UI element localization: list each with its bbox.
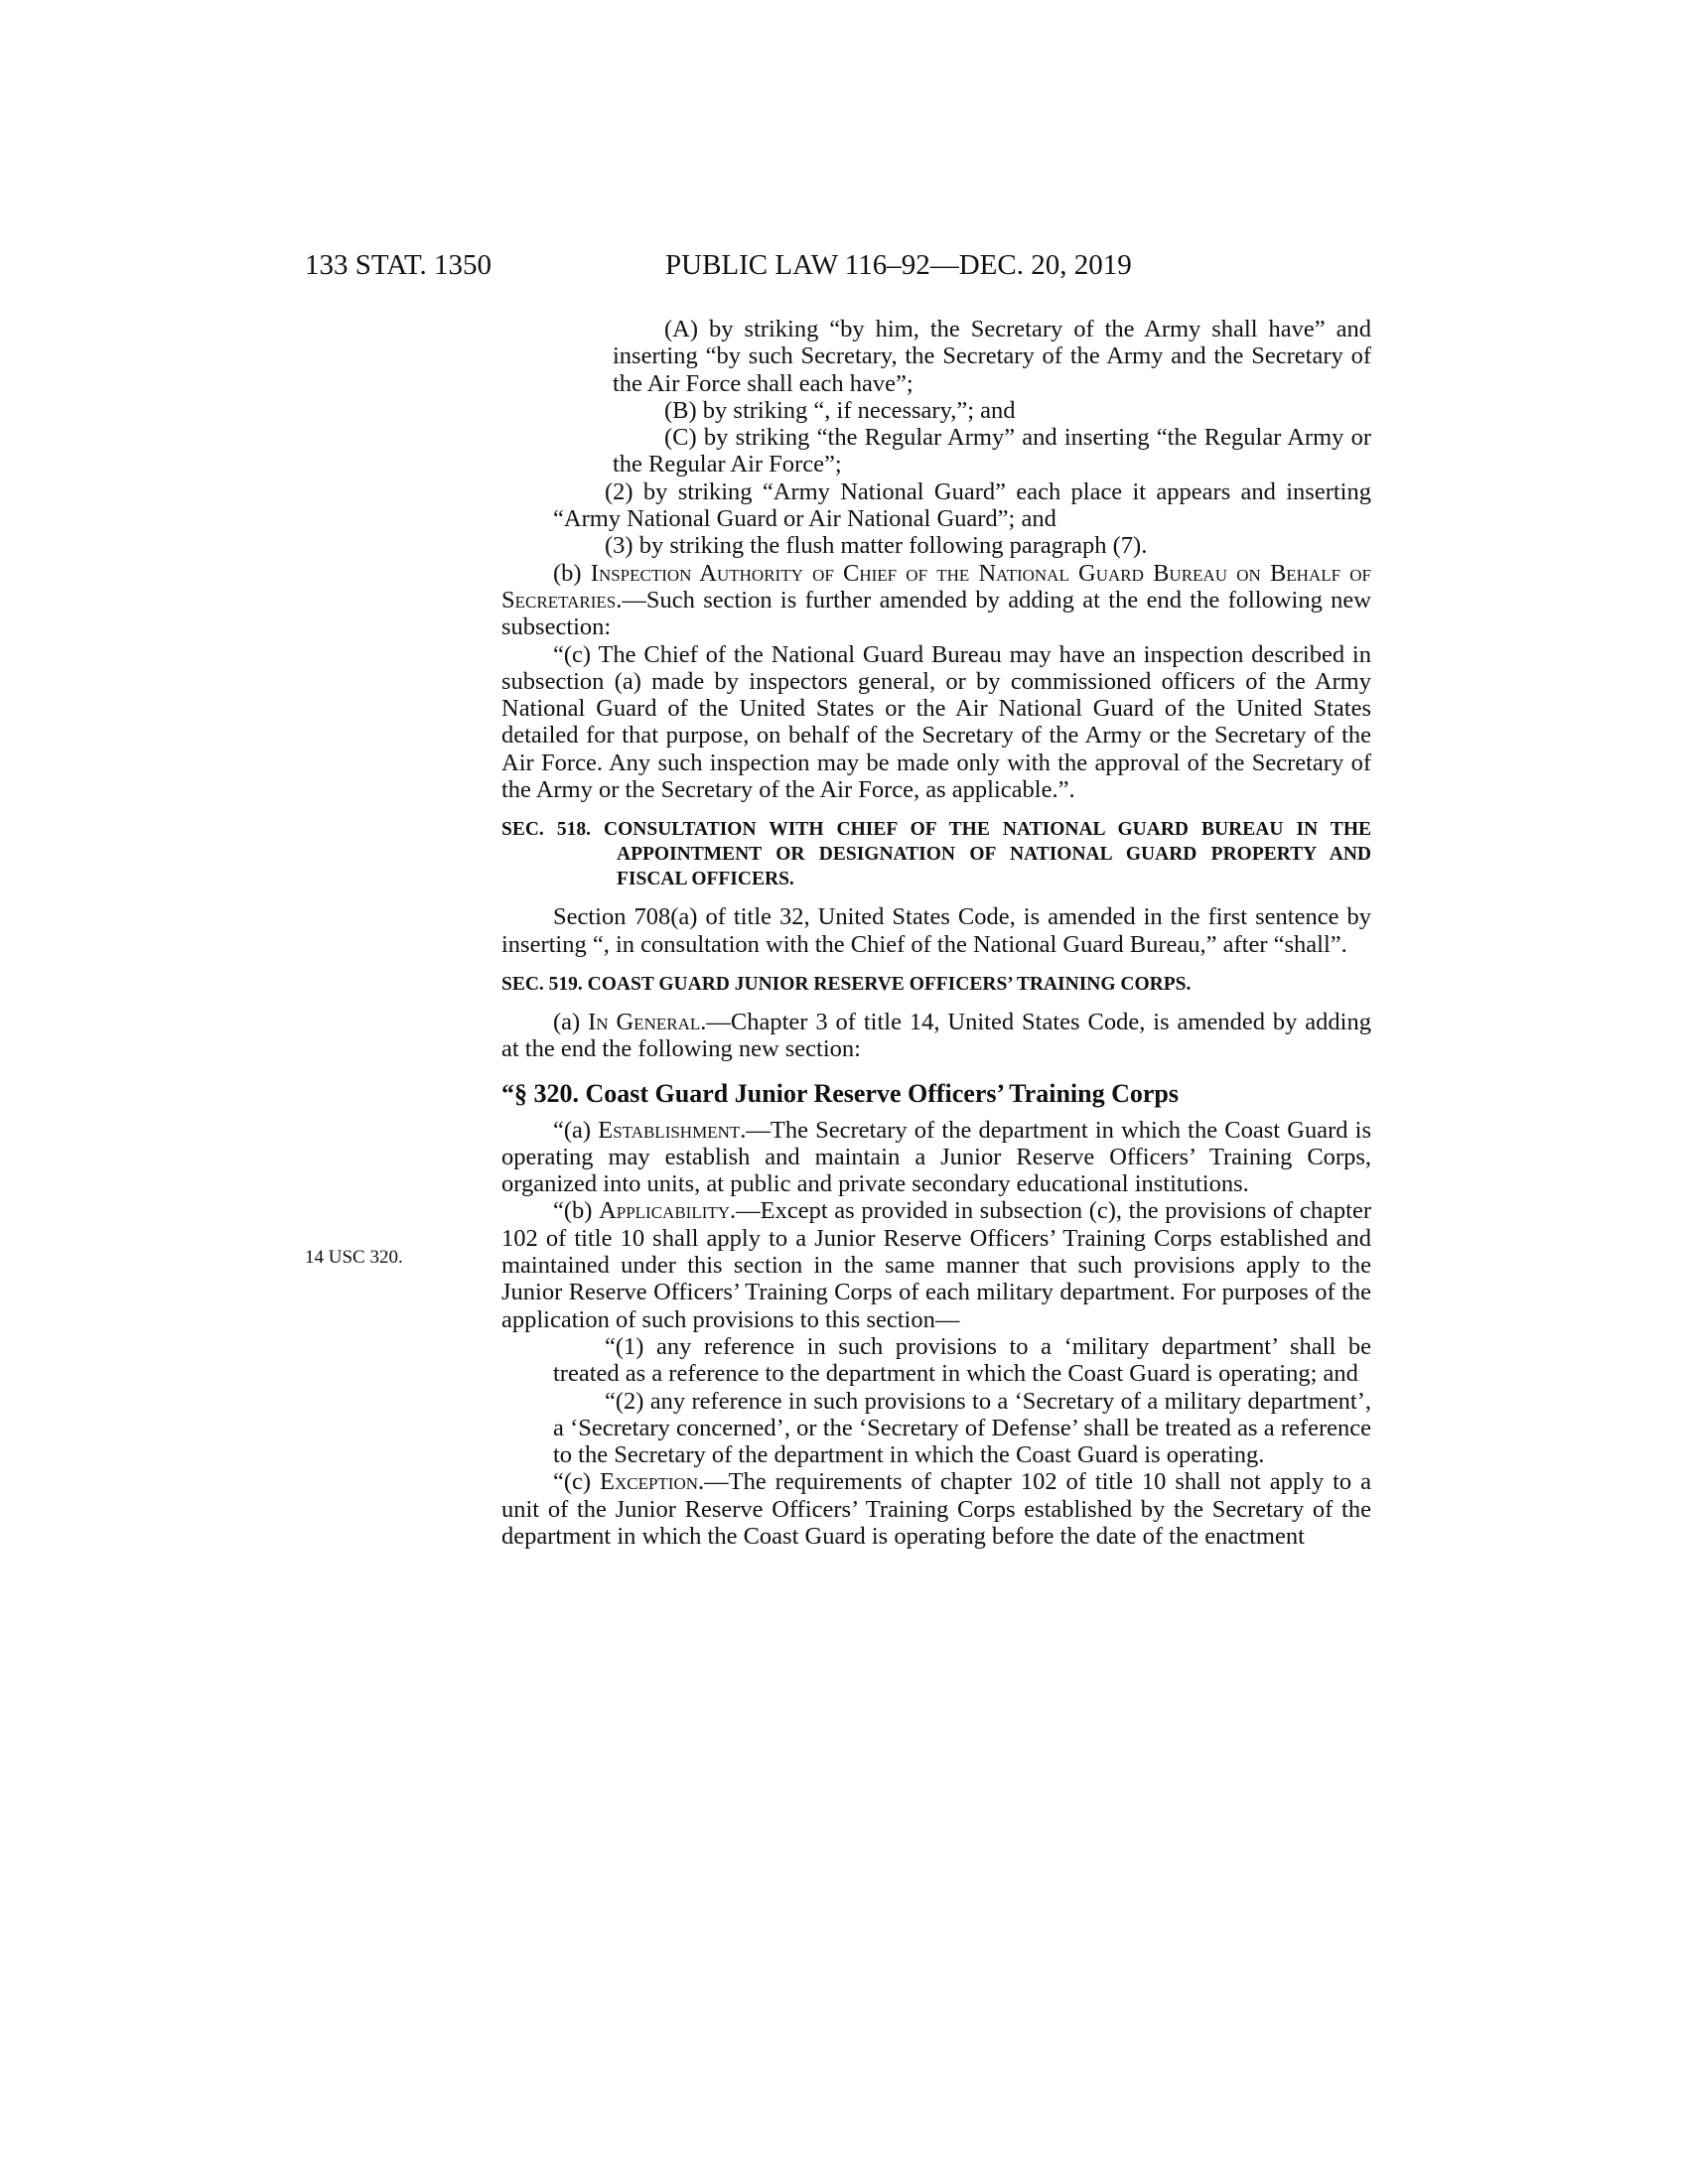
paragraph-3: (3) by striking the flush matter following paragraph (7). xyxy=(605,532,1148,560)
section-320-a-heading: Establishment xyxy=(598,1116,741,1144)
paragraph-2: (2) by striking “Army National Guard” each place it appears and inserting “Army National Guard or Air National Guard”; and xyxy=(553,478,1371,533)
section-519-heading: SEC. 519. COAST GUARD JUNIOR RESERVE OFFICERS’ TRAINING CORPS. xyxy=(501,973,1192,995)
section-320-b-heading: Applicability xyxy=(599,1197,731,1225)
section-519-a-heading: In General xyxy=(588,1008,701,1035)
section-320-c-text: .—The requirements of chapter 102 of title 10 shall not apply to a unit of the Junior Reserve Officers’ Training Corps established by the Secretary of the department in which the Coast Guard is operating before the date of the enactment xyxy=(501,1468,1371,1550)
section-518-heading: SEC. 518. CONSULTATION WITH CHIEF OF THE NATIONAL GUARD BUREAU IN THE APPOINTMENT OR DESIGNATION OF NATIONAL GUARD PROPERTY AND FISCAL OFFICERS. xyxy=(501,819,1371,890)
section-320-b-1: “(1) any reference in such provisions to a ‘military department’ shall be treated as a reference to the department in which the Coast Guard is operating; and xyxy=(553,1332,1371,1388)
section-320-b-text: .—Except as provided in subsection (c), the provisions of chapter 102 of title 10 shall apply to a Junior Reserve Officers’ Training Corps established and maintained under this section in the same manner that such provisions apply to the Junior Reserve Officers’ Training Corps of each military department. For purposes of the application of such provisions to this section— xyxy=(501,1197,1371,1333)
section-320-heading: “§ 320. Coast Guard Junior Reserve Officers’ Training Corps xyxy=(501,1078,1179,1108)
section-519-a-label: (a) xyxy=(553,1008,589,1035)
section-519-a-text: .—Chapter 3 of title 14, United States Code, is amended by adding at the end the following new section: xyxy=(501,1008,1371,1063)
paragraph-a-B: (B) by striking “, if necessary,”; and xyxy=(664,396,1016,424)
section-320-a-text: .—The Secretary of the department in which the Coast Guard is operating may establish and maintain a Junior Reserve Officers’ Training Corps, organized into units, at public and private secondary educational institutions. xyxy=(501,1116,1371,1198)
subsection-b-text: .—Such section is further amended by adding at the end the following new subsection: xyxy=(501,586,1371,641)
section-320-b-label: “(b) xyxy=(553,1197,600,1225)
section-320-c xyxy=(501,1468,1371,1550)
section-519-a xyxy=(501,1009,1371,1063)
section-320-c-label: “(c) xyxy=(553,1468,600,1496)
section-320-b-2: “(2) any reference in such provisions to a ‘Secretary of a military department’, a ‘Secretary concerned’, or the ‘Secretary of Defense’ shall be treated as a reference to the Secretary of the department in which the Coast Guard is operating. xyxy=(553,1387,1371,1469)
page-header xyxy=(0,249,1688,285)
law-title: PUBLIC LAW 116–92—DEC. 20, 2019 xyxy=(665,249,1132,281)
subsection-b-label: (b) xyxy=(553,559,591,587)
document-body xyxy=(501,316,1371,1550)
section-320-c-heading: Exception xyxy=(600,1468,699,1496)
paragraph-a-C: (C) by striking “the Regular Army” and inserting “the Regular Army or the Regular Air Force”; xyxy=(613,424,1371,478)
margin-note: 14 USC 320. xyxy=(305,1247,403,1268)
stat-page-number: 133 STAT. 1350 xyxy=(305,249,492,281)
section-320-a-label: “(a) xyxy=(553,1116,599,1144)
subsection-b xyxy=(501,560,1371,641)
section-518-text: Section 708(a) of title 32, United States Code, is amended in the first sentence by inserting “, in consultation with the Chief of the National Guard Bureau,” after “shall”. xyxy=(501,903,1371,958)
paragraph-a-A: (A) by striking “by him, the Secretary of the Army shall have” and inserting “by such Secretary, the Secretary of the Army and the Secretary of the Air Force shall each have”; xyxy=(613,316,1371,397)
section-320-a xyxy=(501,1117,1371,1198)
subsection-c-quoted: “(c) The Chief of the National Guard Bureau may have an inspection described in subsection (a) made by inspectors general, or by commissioned officers of the Army National Guard of the United States or the Air National Guard of the United States detailed for that purpose, on behalf of the Secretary of the Army or the Secretary of the Air Force. Any such inspection may be made only with the approval of the Secretary of the Army or the Secretary of the Air Force, as applicable.”. xyxy=(501,640,1371,804)
section-320-b xyxy=(501,1197,1371,1332)
subsection-b-heading: Inspection Authority of Chief of the National Guard Bureau on Behalf of Secretaries xyxy=(501,559,1371,614)
